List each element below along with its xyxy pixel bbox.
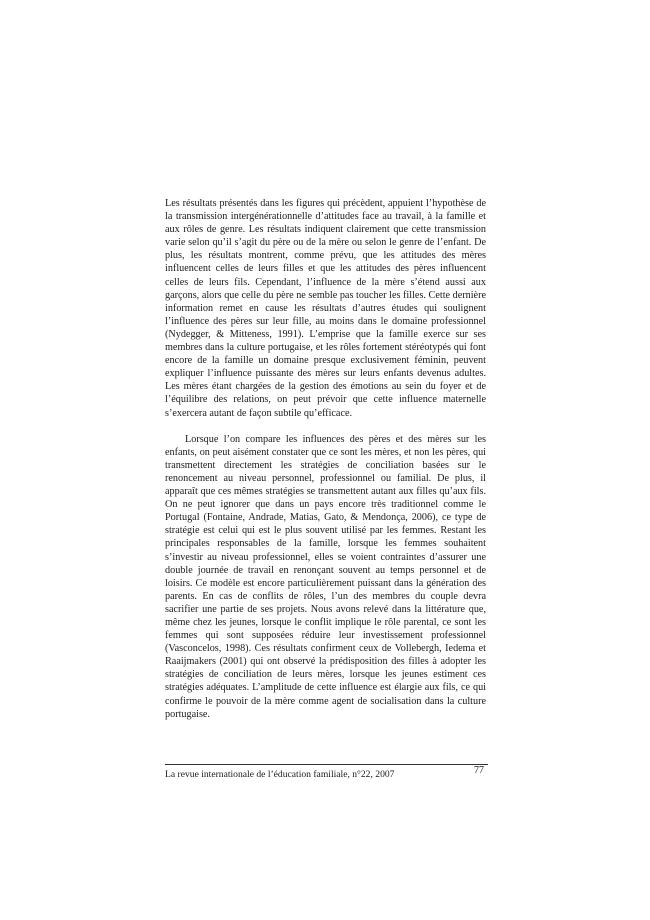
page-footer (165, 764, 488, 780)
paragraph-2: Lorsque l’on compare les influences des pères et des mères sur les enfants, on peut aisément constater que ce sont les mères, et non les pères, qui transmettent directement les stratégies de conciliation basées sur le renoncement au niveau personnel, professionnel ou familial. De plus, il apparaît que ces mêmes stratégies se transmettent autant aux filles qu’aux fils. On ne peut ignorer que dans un pays encore très traditionnel comme le Portugal (Fontaine, Andrade, Matias, Gato, & Mendonça, 2006), ce type de stratégie est celui qui est le plus souvent utilisé par les femmes. Restant les principales responsables de la famille, lorsque les femmes souhaitent s’investir au niveau professionnel, elles se voient contraintes d’assurer une double journée de travail en renonçant souvent au temps personnel et de loisirs. Ce modèle est encore particulièrement puissant dans la génération des parents. En cas de conflits de rôles, l’un des membres du couple devra sacrifier une partie de ses projets. Nous avons relevé dans la littérature que, même chez les jeunes, lorsque le conflit implique le rôle parental, ce sont les femmes qui sont supposées réduire leur investissement professionnel (Vasconcelos, 1998). Ces résultats confirment ceux de Vollebergh, Iedema et Raaijmakers (2001) qui ont observé la prédisposition des filles à adopter les stratégies de conciliation de leurs mères, lorsque les jeunes estiment ces stratégies adéquates. L’amplitude de cette influence est élargie aux fils, ce qui confirme le pouvoir de la mère comme agent de socialisation dans la culture portugaise. (165, 433, 486, 720)
page-number: 77 (474, 765, 484, 776)
body-text (165, 197, 486, 721)
journal-citation: La revue internationale de l’éducation familiale, n°22, 2007 (165, 769, 395, 780)
paragraph-1: Les résultats présentés dans les figures qui précèdent, appuient l’hypothèse de la transmission intergénérationnelle d’attitudes face au travail, à la famille et aux rôles de genre. Les résultats indiquent clairement que cette transmission varie selon qu’il s’agit du père ou de la mère ou selon le genre de l’enfant. De plus, les résultats montrent, comme prévu, que les attitudes des mères influencent celles de leurs filles et que les attitudes des pères influencent celles de leurs fils. Cependant, l’influence de la mère s’étend aussi aux garçons, alors que celle du père ne semble pas toucher les filles. Cette dernière information remet en cause les résultats d’autres études qui soulignent l’influence des pères sur leur fille, au moins dans le domaine professionnel (Nydegger, & Mitteness, 1991). L’emprise que la famille exerce sur ses membres dans la culture portugaise, et les rôles fortement stéréotypés qui font encore de la famille un domaine presque exclusivement féminin, peuvent expliquer l’influence puissante des mères sur leurs enfants devenus adultes. Les mères étant chargées de la gestion des émotions au sein du foyer et de l’équilibre des relations, on peut prévoir que cette influence maternelle s’exercera autant de façon subtile qu’efficace. (165, 198, 486, 419)
